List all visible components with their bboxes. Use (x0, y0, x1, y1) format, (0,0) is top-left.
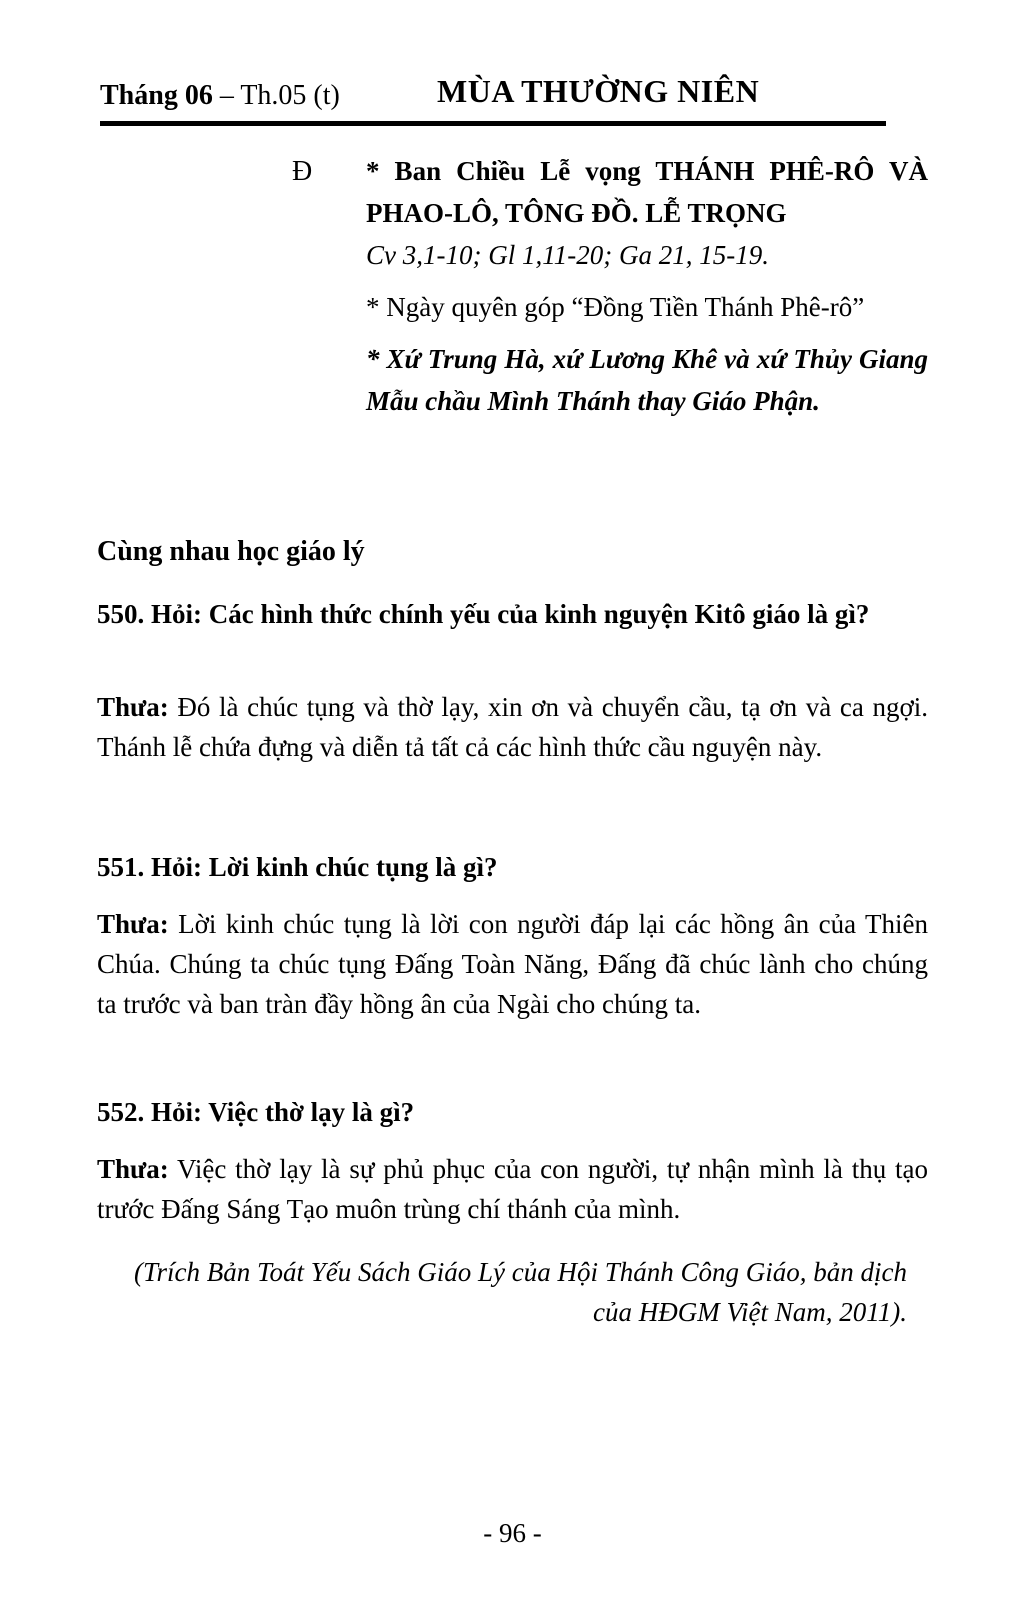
question-551: 551. Hỏi: Lời kinh chúc tụng là gì? (97, 852, 498, 882)
header-rule (100, 121, 886, 126)
collection-note: * Ngày quyên góp “Đồng Tiền Thánh Phê-rô” (366, 292, 865, 322)
feast-block (366, 150, 928, 422)
feast-title: * Ban Chiều Lễ vọng THÁNH PHÊ-RÔ VÀ PHAO-LÔ, TÔNG ĐỒ. LỄ TRỌNG (366, 156, 928, 228)
catechism-section-title: Cùng nhau học giáo lý (97, 536, 365, 567)
answer-552-label: Thưa: (97, 1154, 169, 1184)
feast-readings: Cv 3,1-10; Gl 1,11-20; Ga 21, 15-19. (366, 240, 769, 270)
adoration-note: * Xứ Trung Hà, xứ Lương Khê và xứ Thủy Giang Mẫu chầu Mình Thánh thay Giáo Phận. (366, 344, 928, 416)
answer-552 (97, 1149, 928, 1229)
feast-day-letter: Đ (292, 156, 313, 187)
answer-552-text: Việc thờ lạy là sự phủ phục của con người, tự nhận mình là thụ tạo trước Đấng Sáng Tạo muôn trùng chí thánh của mình. (97, 1154, 928, 1224)
answer-551-text: Lời kinh chúc tụng là lời con người đáp lại các hồng ân của Thiên Chúa. Chúng ta chúc tụng Đấng Toàn Năng, Đấng đã chúc lành cho chúng ta trước và ban tràn đầy hồng ân của Ngài cho chúng ta. (97, 909, 928, 1019)
question-550: 550. Hỏi: Các hình thức chính yếu của kinh nguyện Kitô giáo là gì? (97, 599, 870, 629)
header-month-rest: – Th.05 (t) (212, 80, 340, 111)
answer-551-label: Thưa: (97, 909, 169, 939)
answer-550 (97, 687, 928, 767)
question-552: 552. Hỏi: Việc thờ lạy là gì? (97, 1097, 415, 1127)
answer-550-label: Thưa: (97, 692, 169, 722)
answer-550-text: Đó là chúc tụng và thờ lạy, xin ơn và chuyển cầu, tạ ơn và ca ngợi. Thánh lễ chứa đựng và diễn tả tất cả các hình thức cầu nguyện này. (97, 692, 928, 762)
header-month-label (100, 80, 340, 112)
header-season-title: MÙA THƯỜNG NIÊN (437, 73, 760, 109)
page-number: - 96 - (483, 1518, 542, 1548)
source-citation: (Trích Bản Toát Yếu Sách Giáo Lý của Hội Thánh Công Giáo, bản dịch của HĐGM Việt Nam, 2011). (133, 1257, 907, 1327)
header-month-bold: Tháng 06 (100, 80, 213, 111)
answer-551 (97, 904, 928, 1024)
